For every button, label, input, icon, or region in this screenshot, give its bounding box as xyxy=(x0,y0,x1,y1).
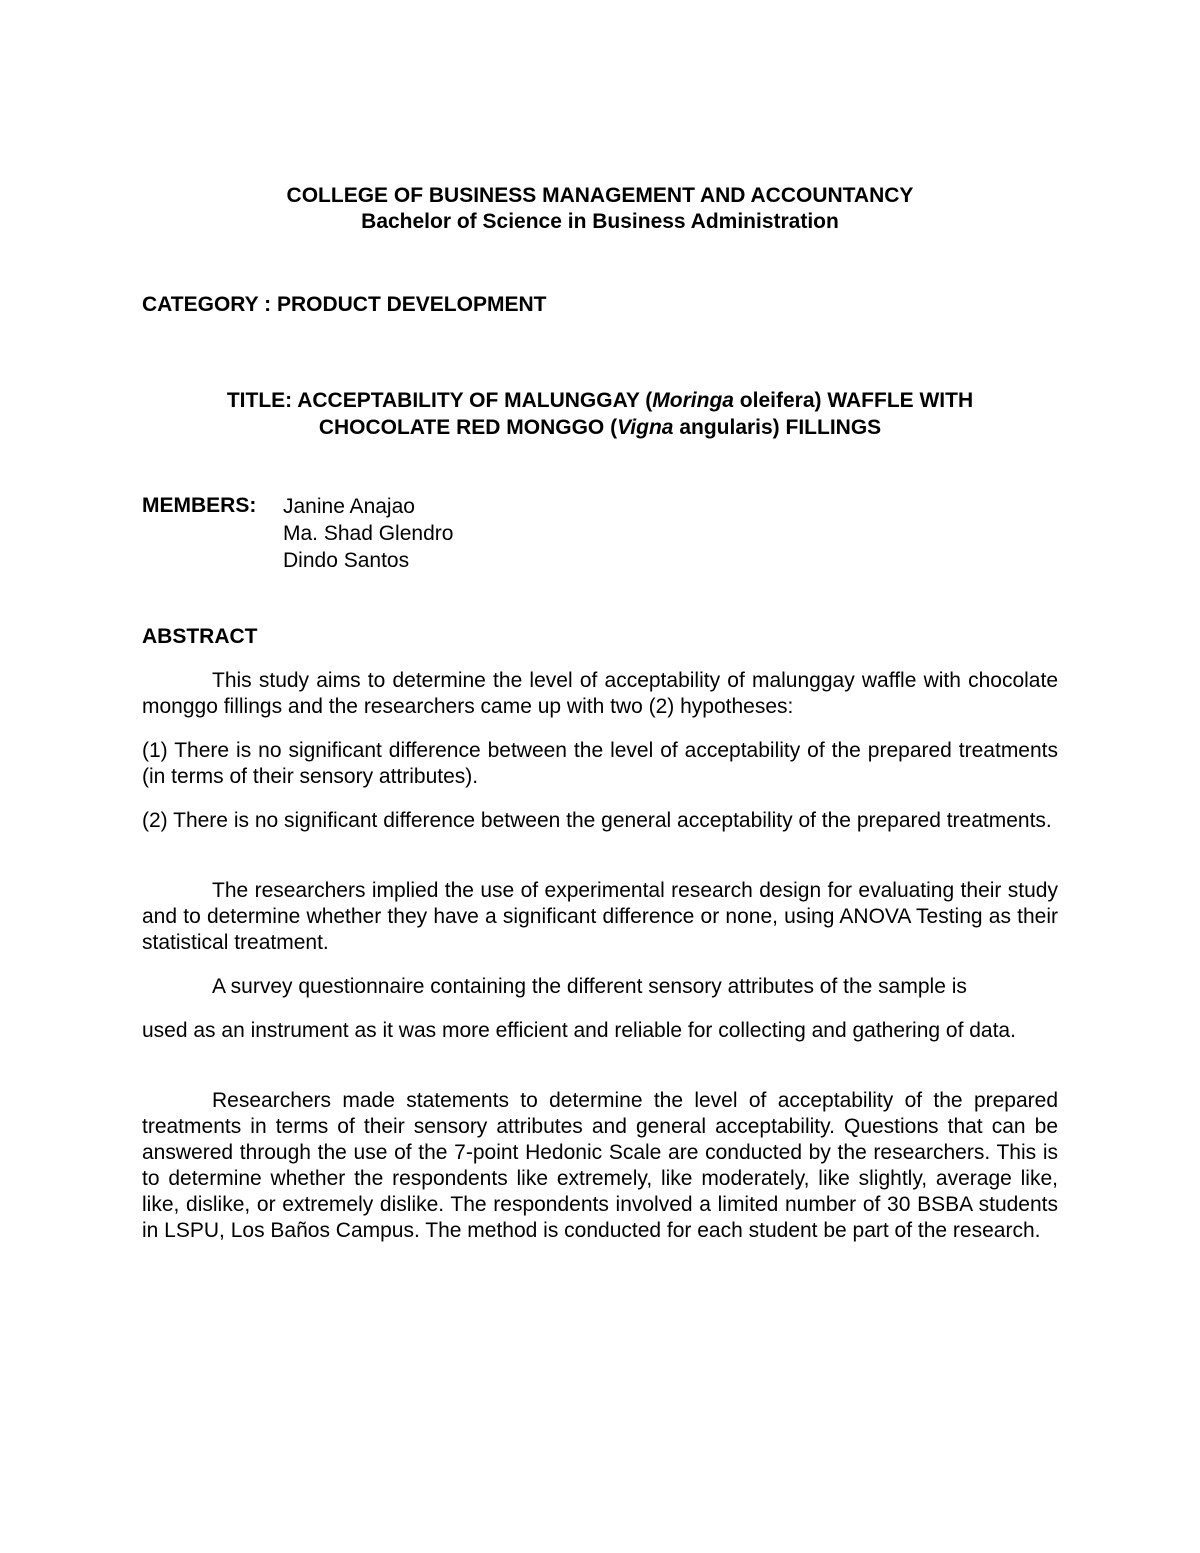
members-label: MEMBERS: xyxy=(142,494,257,517)
title-line-1-start: TITLE: ACCEPTABILITY OF MALUNGGAY ( xyxy=(226,389,653,412)
abstract-paragraph: Researchers made statements to determine the level of acceptability of the prepared treatments in terms of their sensory attributes and general acceptability. Questions that can be answered through the use of the 7-point Hedonic Scale are conducted by the researchers. This is to determine whether the respondents like extremely, like moderately, like slightly, average like, like, dislike, or extremely dislike. The respondents involved a limited number of 30 BSBA students in LSPU, Los Baños Campus. The method is conducted for each student be part of the research. xyxy=(142,1089,1058,1242)
hypothesis-1: (1) There is no significant difference between the level of acceptability of the prepared treatments (in terms of their sensory attributes). xyxy=(142,739,1058,788)
abstract-paragraph: A survey questionnaire containing the different sensory attributes of the sample is xyxy=(212,975,967,998)
abstract-paragraph: The researchers implied the use of experimental research design for evaluating their study and to determine whether they have a significant difference or none, using ANOVA Testing as their statistical treatment. xyxy=(142,879,1058,954)
member-name: Janine Anajao xyxy=(283,495,415,518)
title-line-1-end: oleifera) WAFFLE WITH xyxy=(733,389,974,412)
title-line-1-italic: Moringa xyxy=(652,389,734,412)
title-line-2-end: angularis) FILLINGS xyxy=(673,416,882,439)
hypothesis-2: (2) There is no significant difference between the general acceptability of the prepared treatments. xyxy=(142,809,1052,832)
title-line-1 xyxy=(0,386,1200,415)
abstract-paragraph: This study aims to determine the level of acceptability of malunggay waffle with chocolate monggo fillings and the researchers came up with two (2) hypotheses: xyxy=(142,669,1058,718)
abstract-heading: ABSTRACT xyxy=(142,625,258,648)
member-name: Dindo Santos xyxy=(283,549,410,572)
college-heading: COLLEGE OF BUSINESS MANAGEMENT AND ACCOUNTANCY xyxy=(286,184,914,207)
title-line-2-italic: Vigna xyxy=(617,416,674,439)
title-line-2-start: CHOCOLATE RED MONGGO ( xyxy=(318,416,618,439)
member-name: Ma. Shad Glendro xyxy=(283,522,454,545)
members-list xyxy=(283,493,453,574)
abstract-paragraph: used as an instrument as it was more efficient and reliable for collecting and gathering of data. xyxy=(142,1019,1016,1042)
program-subheading: Bachelor of Science in Business Administration xyxy=(361,210,839,233)
title-line-2 xyxy=(0,413,1200,442)
category-heading: CATEGORY : PRODUCT DEVELOPMENT xyxy=(142,293,547,316)
